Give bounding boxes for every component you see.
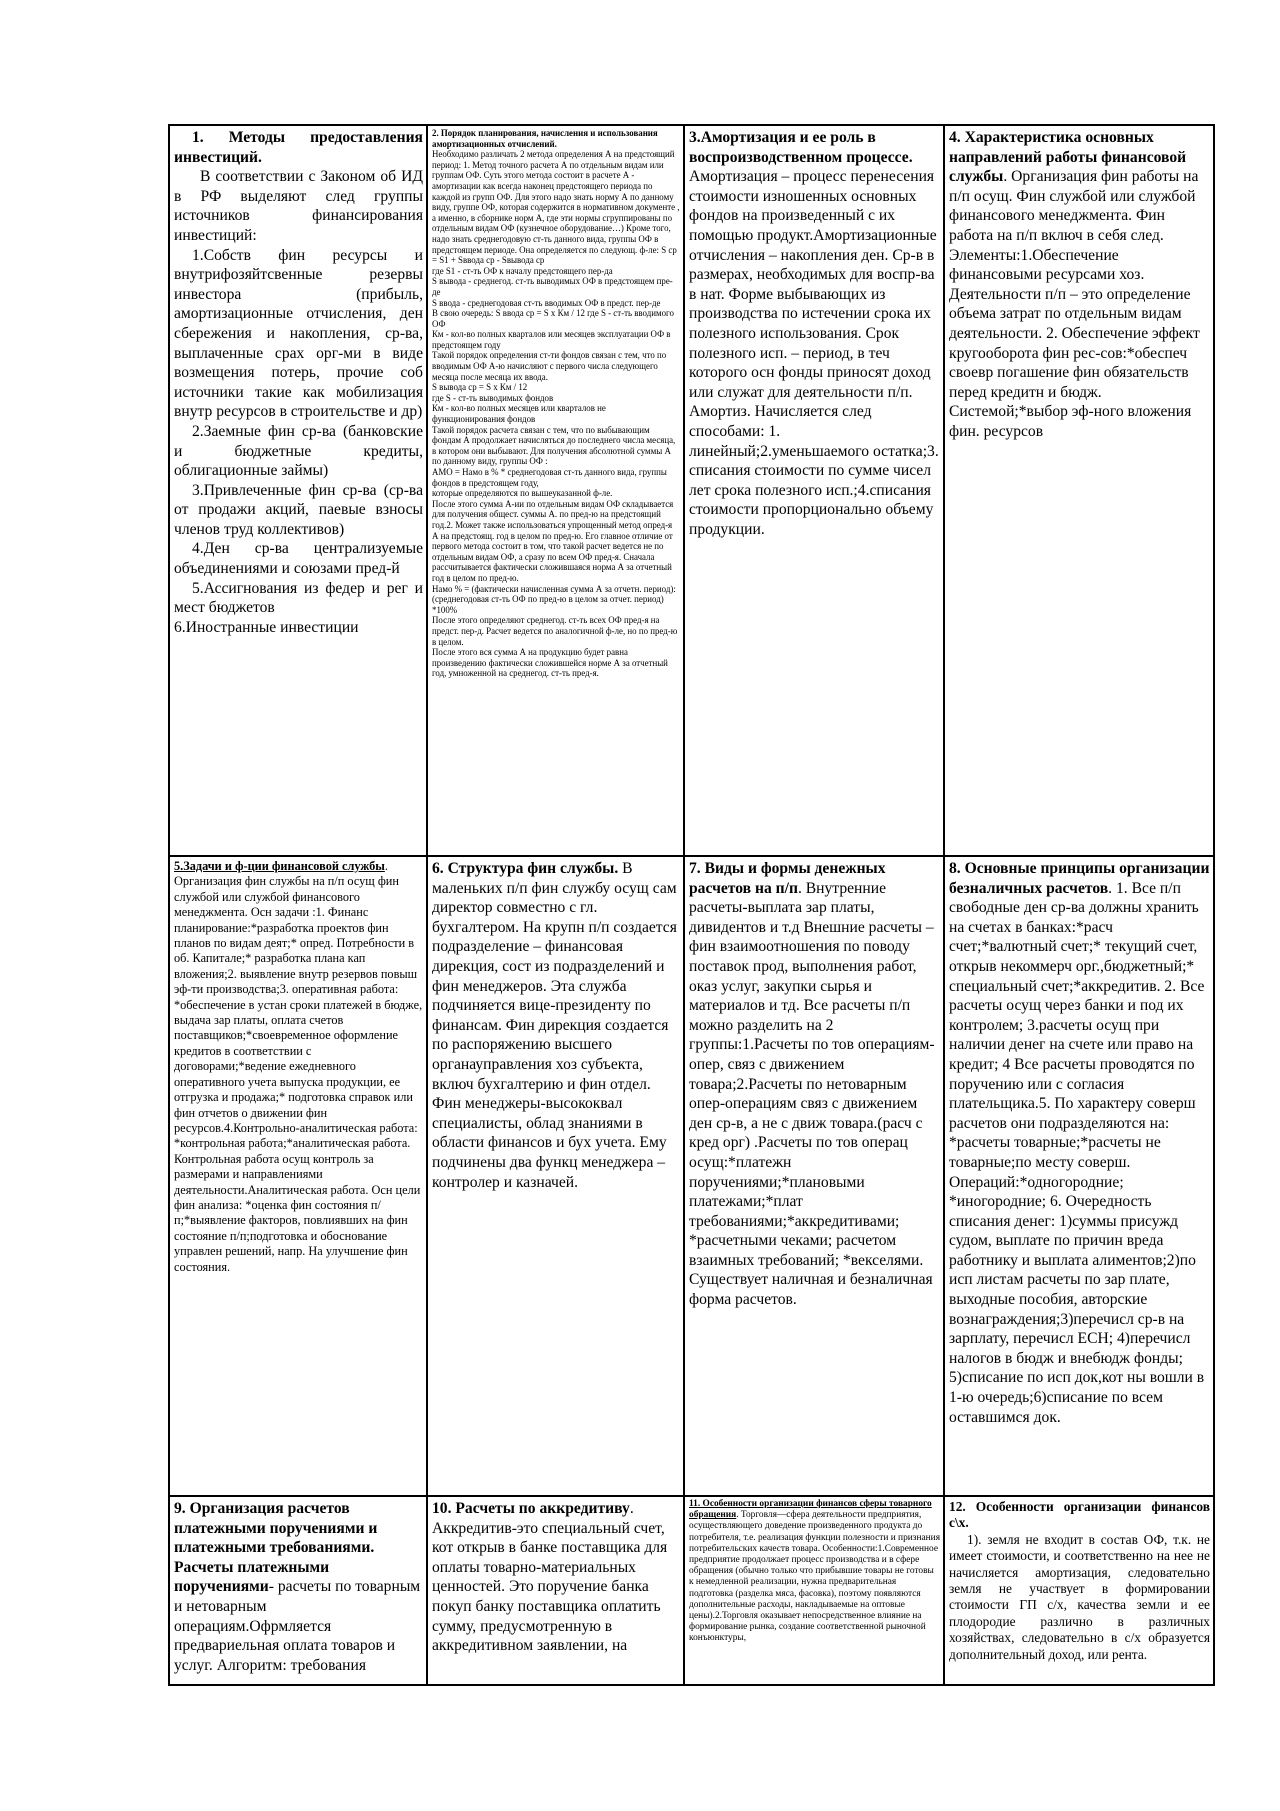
cell-10-letter-of-credit	[427, 1496, 684, 1685]
cell-12-body: 1). земля не входит в состав ОФ, т.к. не имеет стоимости, и соответственно на нее не начисляется амортизация, следовательно земля не участвует в формировании стоимости ГП с/х, качества земли и ее плодородие различно в различных хозяйствах, следовательно в с/х образуется дополнительный доход, или рента.	[949, 1531, 1210, 1662]
cell-7-payment-forms	[684, 856, 944, 1496]
cell-10-title: 10. Расчеты по аккредитиву	[432, 1500, 630, 1517]
cell-3-title: 3.Амортизация и ее роль в воспроизводственном процессе.	[689, 129, 913, 166]
cell-1-para: 1.Собств фин ресурсы и внутрифозяйтсвенные резервы инвестора (прибыль, амортизационные отчисления, ден сбережения и накопления, ср-ва, выплаченные срах орг-ми в виде возмещения потерь, прочие соб источники такие как мобилизация внутр ресурсов в строительстве и др)	[174, 246, 423, 421]
cell-11-trade-finance	[684, 1496, 944, 1685]
cell-5-body: . Организация фин службы на п/п осущ фин службой или службой финансового менеджмента. Осн задачи :1. Финанс планирование:*разработка проектов фин планов по видам деят;* опред. Потребности в об. Капитале;* разработка плана кап вложения;2. выявление внутр резервов повыш эф-ти производства;3. оперативная работа: *обеспечение в устан сроки платежей в бюдже, выдача зар платы, оплата счетов поставщиков;*своевременное оформление кредитов в соответствии с договорами;*ведение ежедневного оперативного учета выпуска продукции, ее отгрузка и продажа;* подготовка справок или фин отчетов о движении фин ресурсов.4.Контрольно-аналитическая работа: *контрольная работа;*аналитическая работа. Контрольная работа осущ контроль за размерами и направлениями деятельности.Аналитическая работа. Осн цели фин анализа: *оценка фин состояния п/п;*выявление факторов, повлиявших на фин состояние п/п;подготовка и обоснование управлен решений, напр. На улучшение фин состояния.	[174, 859, 423, 1274]
table-row	[169, 125, 1214, 856]
cell-7-title: 7. Виды и формы денежных расчетов на п/п	[689, 860, 886, 897]
cell-3-body: Амортизация – процесс перенесения стоимости изношенных основных фондов на произведенный с их помощью продукт.Амортизационные отчисления – накопления ден. Ср-в в размерах, необходимых для воспр-ва в нат. Форме выбывающих из производства по истечении срока их полезного использования. Срок полезного исп. – период, в теч которого осн фонды приносят доход или служат для деятельности п/п. Амортиз. Начисляется след способами: 1. линейный;2.уменьшаемого остатка;3. списания стоимости по сумме чисел лет срока полезного исп.;4.списания стоимости пропорционально объему продукции.	[689, 168, 939, 538]
cell-2-line: Такой порядок определения ст-ти фондов связан с тем, что по вводимым ОФ А-ю начисляют с первого числа следующего месяца после месяца их ввода.	[432, 350, 667, 382]
cell-3-amortization-role	[684, 125, 944, 856]
cell-2-line: Км - кол-во полных кварталов или месяцев эксплуатации ОФ в предстоящем году	[432, 329, 671, 350]
cell-9-title: 9. Организация расчетов платежными поручениями и платежными требованиями. Расчеты платежными поручениями	[174, 1500, 378, 1596]
cell-2-line: После этого вся сумма А на продукцию будет равна произведению фактически сложившейся норме А за отчетный год, умноженной на среднегод. ст-ть пред-я.	[432, 647, 668, 679]
cell-11-title: 11. Особенности организации финансов сферы товарного обращения	[689, 1499, 932, 1521]
cell-1-para: 4.Ден ср-ва централизуемые объединениями и союзами пред-й	[174, 540, 423, 578]
cell-10-body: . Аккредитив-это специальный счет, кот открыв в банке поставщика для оплаты товарно-материальных ценностей. Это поручение банка покуп банку поставщика оплатить сумму, предусмотренную в аккредитивном заявлении, на	[432, 1500, 668, 1655]
cell-11-body: . Торговля—сфера деятельности предприятия, осуществляющего доведение произведенного продукта до потребителя, т.е. реализация функции полезности и признания потребительских качеств товара. Особенности:1.Современное предприятие продолжает процесс производства и в сфере обращения (обычно только что прибывшие товары не готовы к немедленной реализации, нужна предварительная подготовка (разделка мяса, фасовка), поэтому появляются дополнительные расходы, накладываемые на оптовые цены).2.Торговля оказывает непосредственное влияние на формирование рынка, создание соответственной рыночной конъюнктуры,	[689, 1510, 941, 1644]
cell-2-line: Необходимо различать 2 метода определения А на предстоящий период: 1. Метод точного расчета А по отдельным видам или группам ОФ. Суть этого метода состоит в расчете А - амортизации как всегда наконец предстоящего периода по каждой из групп ОФ. Для этого надо знать норму А по данному виду, группе ОФ, которая содержится в нормативном документе , а именно, в сборнике норм А, где эти нормы сгруппированы по отдельным видам ОФ (кузнечное оборудование…) Кроме того, надо знать среднегодовую ст-ть данного вида, группы ОФ в предстоящем периоде. Она определяется по следующ. ф-ле: S ср = S1 + Sввода ср - Sвывода ср	[432, 149, 680, 266]
cell-6-body: В маленьких п/п фин службу осущ сам директор совместно с гл. бухгалтером. На крупн п/п создается подразделение – финансовая дирекция, сост из подразделений и фин менеджеров. Эта служба подчиняется вице-президенту по финансам. Фин дирекция создается по распоряжению высшего органауправления хоз субъекта, включ бухгалтерию и фин отдел. Фин менеджеры-высококвал специалисты, облад знаниями в области финансов и бух учета. Ему подчинены два функц менеджера –контролер и казначей.	[432, 860, 677, 1191]
cell-1-para: 5.Ассигнования из федер и рег и мест бюджетов	[174, 579, 423, 617]
cell-2-line: S вывода ср = S х Км / 12	[432, 382, 528, 393]
cell-2-line: Такой порядок расчета связан с тем, что по выбывающим фондам А продолжает начисляться до последнего числа месяца, в котором они выбывают. Для получения абсолютной суммы А по данному виду, группы ОФ :	[432, 424, 676, 467]
cell-2-line: S ввода - среднегодовая ст-ть вводимых ОФ в предст. пер-де	[432, 297, 661, 308]
cell-1-para: В соответствии с Законом об ИД в РФ выделяют след группы источников финансирования инвестиций:	[174, 168, 423, 244]
cell-1-investment-sources	[169, 125, 427, 856]
cell-8-title: 8. Основные принципы организации безналичных расчетов	[949, 860, 1210, 897]
cell-8-cashless-principles	[944, 856, 1214, 1496]
cell-4-finance-service-directions	[944, 125, 1214, 856]
cell-2-line: После этого сумма А-ии по отдельным видам ОФ складывается для получения общест. суммы А. по пред-ю на предстоящий год.2. Может также использоваться упрощенный метод опред-я А на предстоящ. год в целом по пред-ю. Его главное отличие от первого метода состоит в том, что такой расчет ведется не по отдельным видам ОФ, а сразу по всем ОФ пред-я. Сначала рассчитывается фактически сложившаяся норма А за отчетный год в целом по пред-ю.	[432, 498, 674, 583]
cell-4-title: 4. Характеристика основных направлений работы финансовой службы	[949, 129, 1187, 186]
cell-6-finance-service-structure	[427, 856, 684, 1496]
cell-1-para: 2.Заемные фин ср-ва (банковские и бюджетные кредиты, облигационные займы)	[174, 422, 423, 480]
cell-1-para: 3.Привлеченные фин ср-ва (ср-ва от продажи акций, паевые взносы членов труд коллективов)	[174, 481, 423, 538]
cell-2-line: АМО = Намо в % * среднегодовая ст-ть данного вида, группы фондов в предстоящем году,	[432, 467, 667, 488]
cell-2-line: которые определяются по вышеуказанной ф-ле.	[432, 488, 613, 499]
cell-2-amortization-planning	[427, 125, 684, 856]
document-sheet	[168, 124, 1213, 1686]
cell-2-line: где S - ст-ть выводимых фондов	[432, 392, 554, 403]
table-row	[169, 1496, 1214, 1685]
cell-2-line: где S1 - ст-ть ОФ к началу предстоящего пер-да	[432, 265, 613, 276]
cell-2-line: Намо % = (фактически начисленная сумма А за отчетн. период): (среднегодовая ст-ть ОФ по пред-ю в целом за отчет. период) *100%	[432, 583, 676, 615]
cell-5-title: 5.Задачи и ф-ции финансовой службы	[174, 859, 385, 873]
cell-7-body: . Внутренние расчеты-выплата зар платы, дивидентов и т.д Внешние расчеты – фин взаимоотношения по поводу поставок прод, выполнения работ, оказ услуг, закупки сырья и материалов и тд. Все расчеты п/п можно разделить на 2 группы:1.Расчеты по тов операциям-опер, связ с движением товара;2.Расчеты по нетоварным опер-операциям связ с движением ден ср-в, а не с движ товара.(расч с кред орг) .Расчеты по тов операц осущ:*платежн поручениями;*плановыми платежами;*плат требованиями;*аккредитивами; *расчетными чеками; расчетом взаимных требований; *векселями. Существует наличная и безналичная форма расчетов.	[689, 879, 935, 1309]
cell-9-body: - расчеты по товарным и нетоварным операциям.Офрмляется предвариельная оплата товаров и услуг. Алгоритм: требования	[174, 1578, 421, 1674]
cell-2-line: В свою очередь: S ввода ср = S х Км / 12 где S - ст-ть вводимого ОФ	[432, 308, 674, 329]
cell-1-para: 6.Иностранные инвестиции	[174, 618, 359, 636]
cell-12-title: 12. Особенности организации финансов с\х.	[949, 1499, 1210, 1531]
cell-5-finance-service-tasks	[169, 856, 427, 1496]
cell-2-line: После этого определяют среднегод. ст-ть всех ОФ пред-я на предст. пер-д. Расчет ведется по аналогичной ф-ле, но по пред-ю в целом.	[432, 615, 678, 647]
cell-1-title: 1. Методы предоставления инвестиций.	[174, 129, 423, 166]
content-table	[168, 124, 1215, 1686]
cell-2-line: Км - кол-во полных месяцев или кварталов не функционирования фондов	[432, 403, 606, 425]
cell-12-agriculture-finance	[944, 1496, 1214, 1685]
cell-8-body: . 1. Все п/п свободные ден ср-ва должны хранить на счетах в банках:*расч счет;*валютный счет;* текущий счет, открыв некоммерч орг.,бюджетный;* специальный счет;*аккредитив. 2. Все расчеты осущ через банки и под их контролем; 3.расчеты осущ при наличии денег на счете или право на кредит; 4 Все расчеты проводятся по поручению или с согласия плательщика.5. По характеру соверш расчетов они подразделяются на: *расчеты товарные;*расчеты не товарные;по месту соверш. Операций:*одногородние; *иногородние; 6. Очередность списания денег: 1)суммы присужд судом, выплате по причин вреда работнику и выплата алиментов;2)по исп листам расчеты по зар плате, выходные пособия, авторские вознаграждения;3)перечисл ср-в на зарплату, перечисл ЕСН; 4)перечисл налогов в бюдж и внебюдж фонды; 5)списание по исп док,кот ны вошли в 1-ю очередь;6)списание по всем оставшимся док.	[949, 879, 1205, 1426]
cell-4-body: . Организация фин работы на п/п осущ. Фин службой или службой финансового менеджмента. Фин работа на п/п включ в себя след. Элементы:1.Обеспечение финансовыми ресурсами хоз. Деятельности п/п – это определение объема затрат по отдельным видам деятельности. 2. Обеспечение эффект кругооборота фин рес-сов:*обеспеч своевр погашение фин обязательств перед кредитн и бюдж. Системой;*выбор эф-ного вложения фин. ресурсов	[949, 168, 1200, 440]
cell-6-title: 6. Структура фин службы.	[432, 860, 619, 877]
cell-2-title: 2. Порядок планирования, начисления и использования амортизационных отчислений.	[432, 128, 658, 149]
cell-2-line: S вывода - среднегод. ст-ть выводимых ОФ в предстоящем пре-де	[432, 276, 673, 297]
table-row	[169, 856, 1214, 1496]
cell-9-payment-orders	[169, 1496, 427, 1685]
